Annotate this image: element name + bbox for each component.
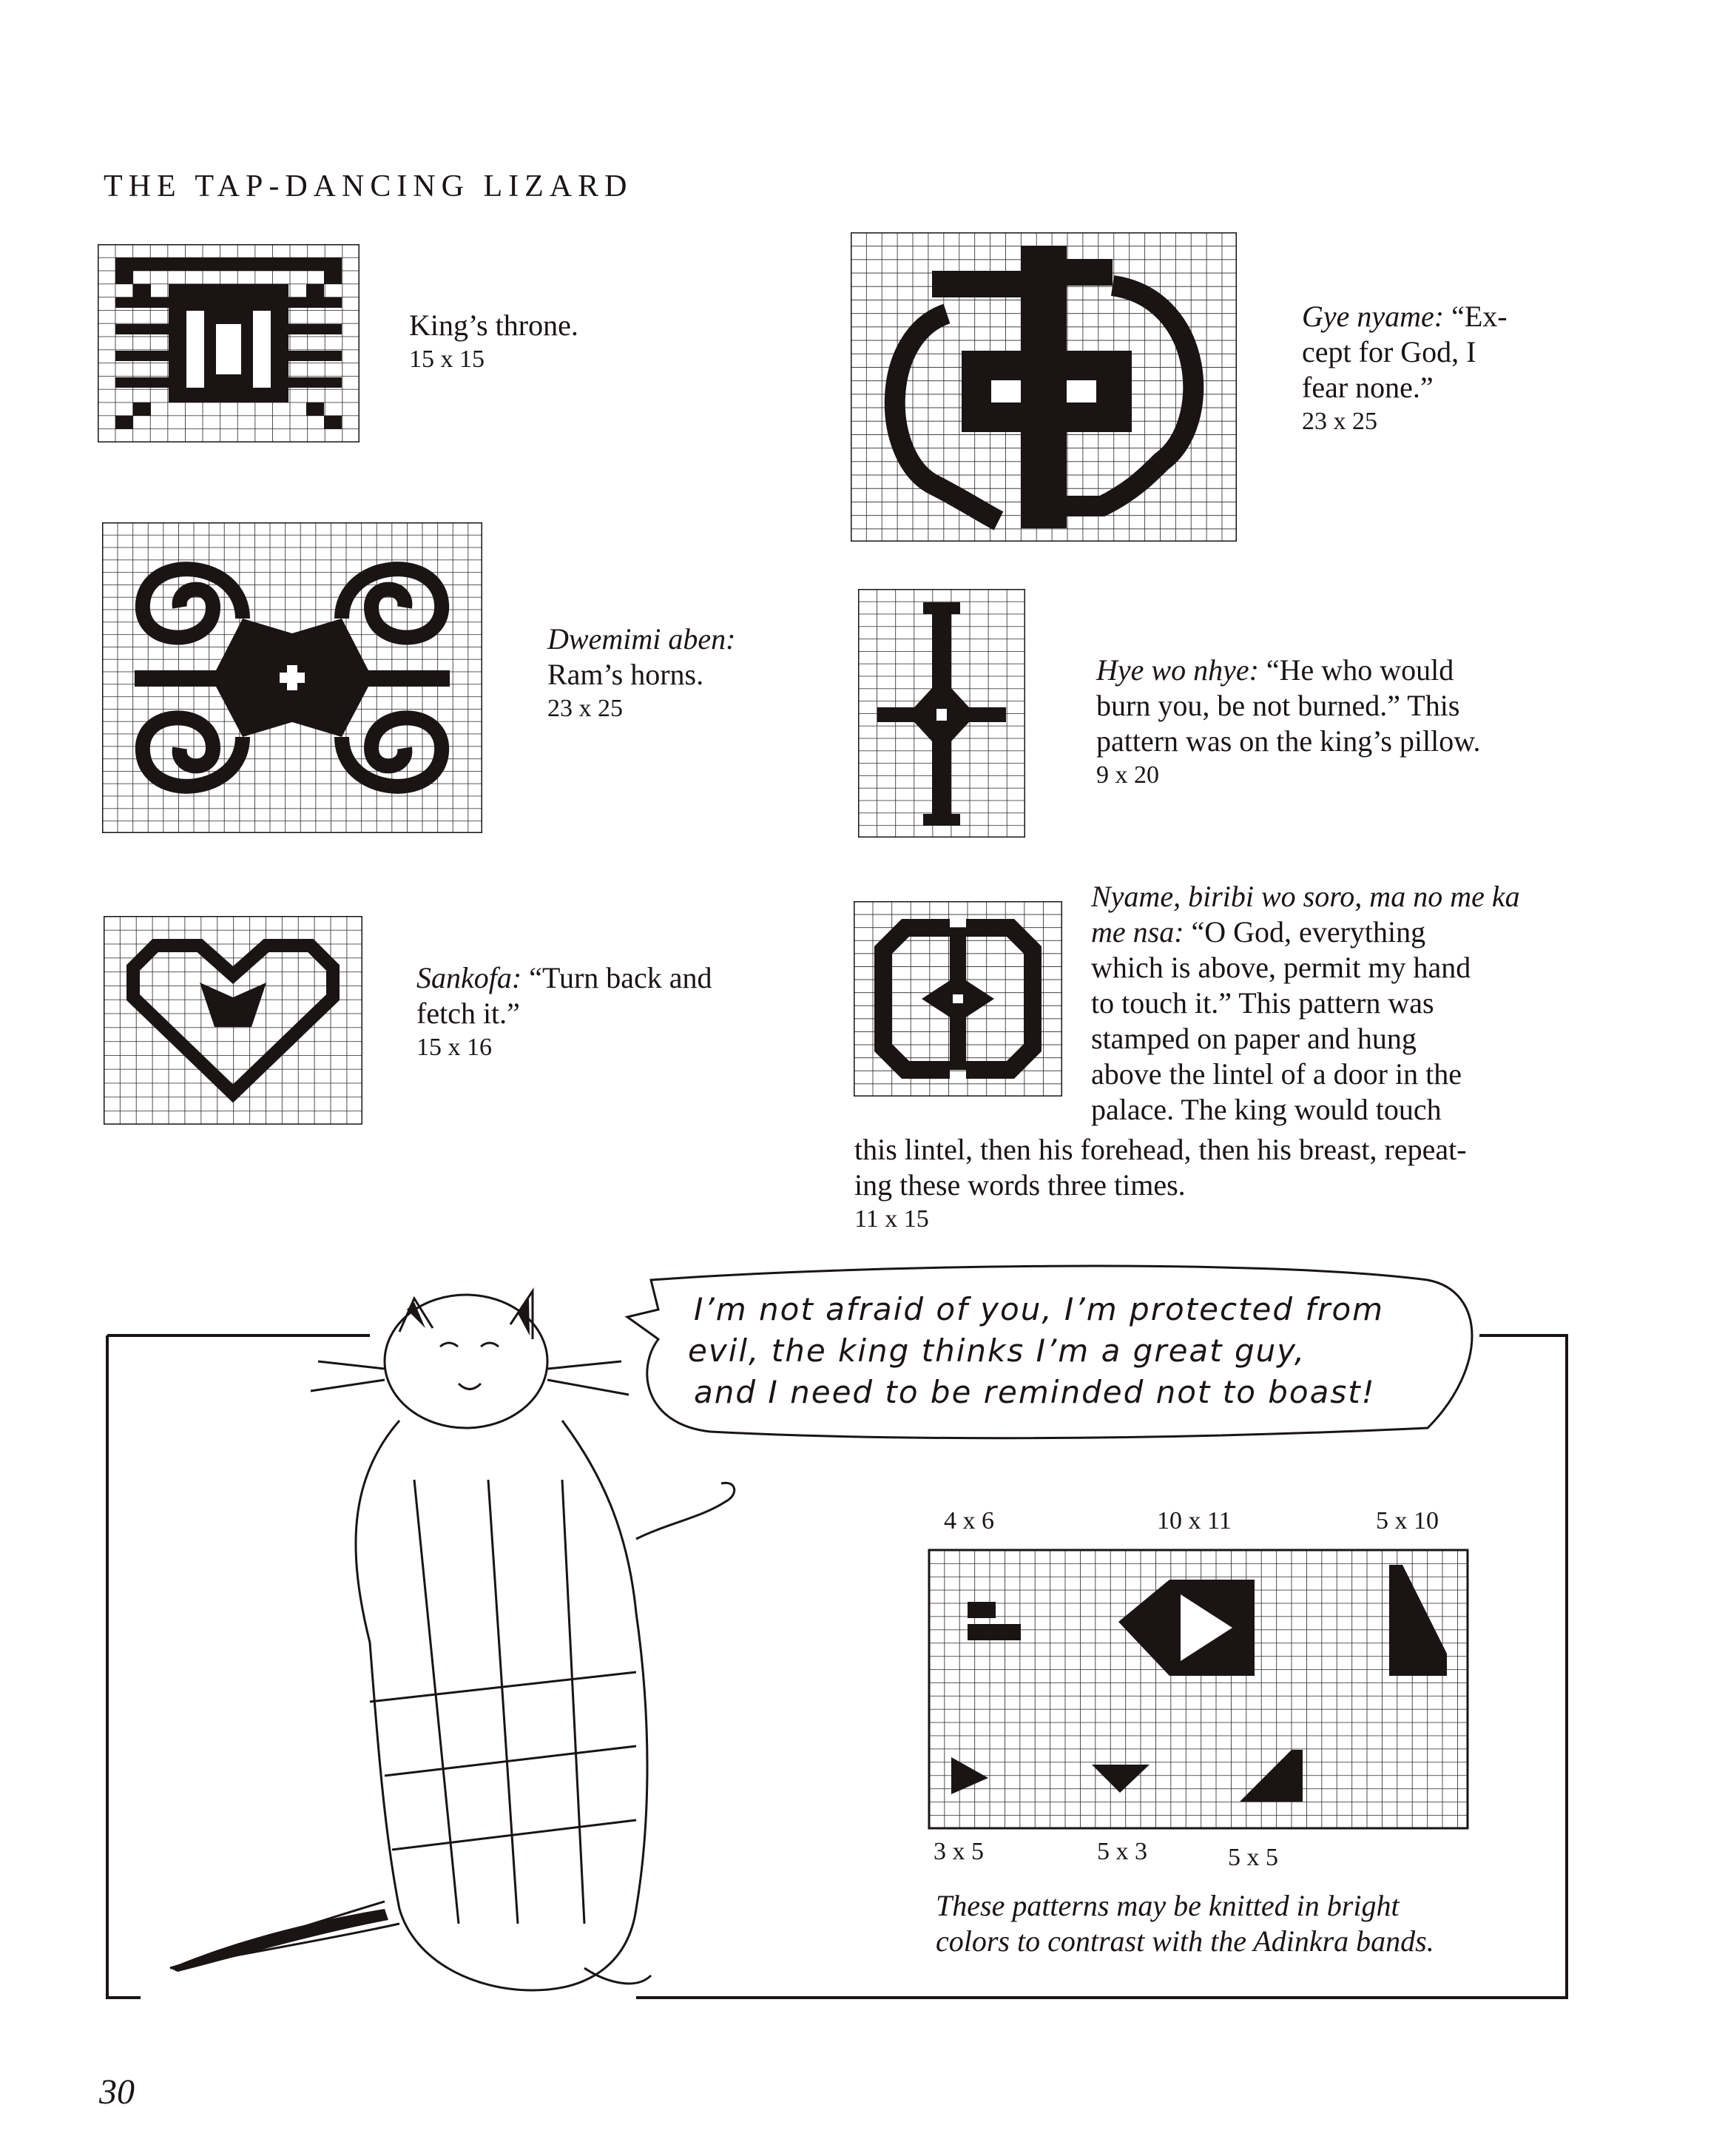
nyame-biribi-chart bbox=[854, 901, 1062, 1096]
gye-nyame-meaning-2: cept for God, I bbox=[1302, 335, 1476, 368]
sankofa-meaning-2: fetch it.” bbox=[416, 997, 520, 1030]
small-size-top-3: 5 x 10 bbox=[1376, 1507, 1439, 1535]
gye-nyame-caption bbox=[1302, 299, 1508, 438]
speech-bubble-text bbox=[688, 1289, 1434, 1413]
gye-nyame-meaning-1: “Ex- bbox=[1451, 300, 1508, 333]
dwemimi-aben-meaning: Ram’s horns. bbox=[547, 658, 704, 691]
small-size-bottom-2: 5 x 3 bbox=[1097, 1838, 1147, 1865]
small-size-top-1: 4 x 6 bbox=[944, 1507, 994, 1535]
cat-fur-shading bbox=[170, 1298, 530, 1972]
gye-nyame-size: 23 x 25 bbox=[1302, 408, 1377, 435]
nyame-biribi-line-3: which is above, permit my hand bbox=[1091, 951, 1471, 984]
gye-nyame-chart bbox=[851, 232, 1237, 542]
small-size-top-2: 10 x 11 bbox=[1157, 1507, 1232, 1535]
speech-line-1: I’m not afraid of you, I’m protected from bbox=[694, 1291, 1385, 1327]
dwemimi-aben-size: 23 x 25 bbox=[547, 695, 623, 722]
nyame-biribi-line-5: stamped on paper and hung bbox=[1091, 1022, 1417, 1055]
nyame-biribi-name-1: Nyame, biribi wo soro, ma no me ka bbox=[1091, 880, 1520, 913]
nyame-biribi-line-6: above the lintel of a door in the bbox=[1091, 1057, 1462, 1091]
dwemimi-aben-name: Dwemimi aben: bbox=[547, 622, 736, 656]
page-title: THE TAP-DANCING LIZARD bbox=[104, 169, 633, 203]
hye-wo-nhye-chart bbox=[858, 589, 1025, 838]
small-size-bottom-1: 3 x 5 bbox=[934, 1838, 984, 1865]
hye-wo-nhye-name: Hye wo nhye: bbox=[1096, 653, 1259, 687]
small-size-bottom-3: 5 x 5 bbox=[1228, 1844, 1278, 1871]
speech-line-2: evil, the king thinks I’m a great guy, bbox=[688, 1333, 1306, 1369]
hye-wo-nhye-size: 9 x 20 bbox=[1096, 761, 1159, 789]
sankofa-meaning-1: “Turn back and bbox=[529, 961, 712, 994]
nyame-biribi-size: 11 x 15 bbox=[854, 1205, 929, 1233]
speech-line-3: and I need to be reminded not to boast! bbox=[694, 1374, 1376, 1410]
dwemimi-aben-caption bbox=[547, 621, 735, 725]
nyame-biribi-caption-bottom bbox=[854, 1132, 1467, 1236]
nyame-biribi-line-9: ing these words three times. bbox=[854, 1168, 1186, 1202]
nyame-biribi-line-7: palace. The king would touch bbox=[1091, 1093, 1442, 1126]
nyame-biribi-line-2: “O God, everything bbox=[1191, 915, 1426, 949]
sankofa-caption bbox=[416, 960, 712, 1064]
kings-throne-name: King’s throne. bbox=[409, 309, 578, 342]
nyame-biribi-line-4: to touch it.” This pattern was bbox=[1091, 986, 1434, 1020]
page-number: 30 bbox=[99, 2072, 135, 2112]
small-patterns-chart bbox=[929, 1550, 1468, 1828]
small-patterns-note-2: colors to contrast with the Adinkra bands. bbox=[936, 1924, 1434, 1958]
gye-nyame-name: Gye nyame: bbox=[1302, 300, 1445, 333]
kings-throne-caption bbox=[409, 308, 578, 376]
sankofa-name: Sankofa: bbox=[416, 961, 522, 994]
dwemimi-aben-chart bbox=[102, 522, 482, 833]
small-patterns-note-1: These patterns may be knitted in bright bbox=[936, 1889, 1400, 1922]
cat-illustration bbox=[170, 1291, 735, 1990]
gye-nyame-meaning-3: fear none.” bbox=[1302, 371, 1434, 404]
sankofa-size: 15 x 16 bbox=[416, 1034, 492, 1061]
nyame-biribi-name-2: me nsa: bbox=[1091, 915, 1184, 949]
hye-wo-nhye-meaning-3: pattern was on the king’s pillow. bbox=[1096, 724, 1481, 758]
nyame-biribi-caption-top bbox=[1091, 879, 1520, 1128]
small-patterns-note bbox=[936, 1888, 1434, 1959]
sankofa-chart bbox=[104, 916, 362, 1125]
nyame-biribi-line-8: this lintel, then his forehead, then his breast, repeat- bbox=[854, 1133, 1467, 1166]
kings-throne-chart bbox=[98, 244, 359, 442]
hye-wo-nhye-meaning-1: “He who would bbox=[1266, 653, 1454, 687]
kings-throne-size: 15 x 15 bbox=[409, 346, 485, 373]
hye-wo-nhye-meaning-2: burn you, be not burned.” This bbox=[1096, 689, 1460, 722]
hye-wo-nhye-caption bbox=[1096, 653, 1481, 792]
